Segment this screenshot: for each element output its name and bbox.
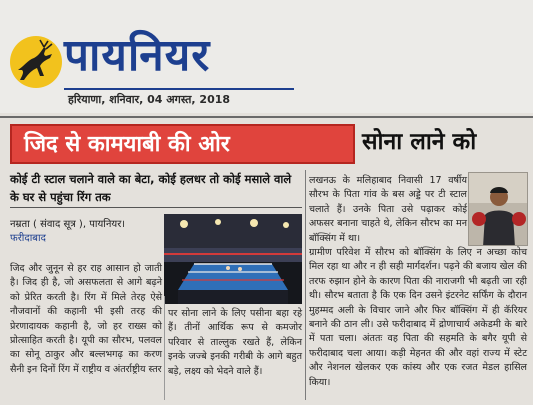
article-column-1: जिद और जुनून से हर राह आसान हो जाती है। जिद ही है, जो असफलता से आगे बढ़ने को प्रेरित करती है। रिंग में मिले तेरह ऐसे नौजवानों की कहानी भी इसी तरह की प्रेरणादायक कहानी है, जो हर राख्स को प्रोत्साहित करती है। यूपी का सौरभ, पलवल का सोनू ठाकुर और बल्लभगढ़ का करण सैनी इन दिनों रिंग में राष्ट्रीय व अंतर्राष्ट्रीय स्तर <box>10 263 162 375</box>
boxer-portrait-photo <box>468 172 528 246</box>
sub-headline-rule <box>10 207 302 208</box>
masthead-rule <box>64 88 294 90</box>
sub-headline: कोई टी स्टाल चलाने वाले का बेटा, कोई हलधर तो कोई मसाले वाले के घर से पहुंचा रिंग तक <box>10 172 292 204</box>
column-divider <box>305 170 306 400</box>
byline-location: फरीदाबाद <box>10 233 46 244</box>
masthead-dateline: हरियाणा, शनिवार, 04 अगस्त, 2018 <box>68 93 231 106</box>
article-column-2: पर सोना लाने के लिए पसीना बहा रहे हैं। तीनों आर्थिक रूप से कमजोर परिवार से ताल्लुक रखते हैं, लेकिन इनके जज्बे इनकी गरीबी के आगे बहुत बड़े, लक्ष्य को भेदने वाले हैं। <box>168 308 302 377</box>
clipping-top-border <box>0 116 533 118</box>
article-column-3-bottom: ग्रामीण परिवेश में सौरभ को बॉक्सिंग के लिए न अच्छा कोच मिल रहा था और न ही सही मार्गदर्शन। पढ़ने की बजाय खेल की तरफ रुझान होने के कारण पिता की नाराजगी भी बढ़ती जा रही थी। सौरभ बताता है कि एक दिन उसने इंटरनेट सर्फिंग के दौरान मुहम्मद अली के विचार जाने और फिर बॉक्सिंग में ही कॅरियर बनाने की ठान ली। उसे फरीदाबाद में द्रोणाचार्य अकेडमी के बारे में पता चला। अंततः वह पिता की सहमति के बगैर यूपी से फरीदाबाद चला आया। कड़ी मेहनत की और वहां राज्य में स्टेट और नेशनल खेलकर एक कांस्य और एक रजत मेडल हासिल किया। <box>309 247 527 388</box>
headline-main: जिद से कामयाबी की ओर <box>24 132 230 157</box>
byline-author: नम्रता ( संवाद सूत्र ), पायनियर। <box>10 219 126 230</box>
byline <box>10 218 162 246</box>
boxing-arena-photo <box>164 214 302 304</box>
article-column-3-top: लखनऊ के मलिहाबाद निवासी 17 वर्षीय सौरभ के पिता गांव के बस अड्डे पर टी स्टाल चलाते हैं। उनके पिता उसे पढ़ाकर कोई अफसर बनाना चाहते थे, लेकिन सौरभ का मन बॉक्सिंग में था। <box>309 175 467 244</box>
headline-right: सोना लाने को <box>362 129 477 155</box>
masthead <box>0 0 533 113</box>
column-divider <box>164 296 165 400</box>
masthead-title: पायनियर <box>64 30 211 81</box>
headline-banner <box>10 124 355 164</box>
deer-logo-icon <box>10 36 62 88</box>
